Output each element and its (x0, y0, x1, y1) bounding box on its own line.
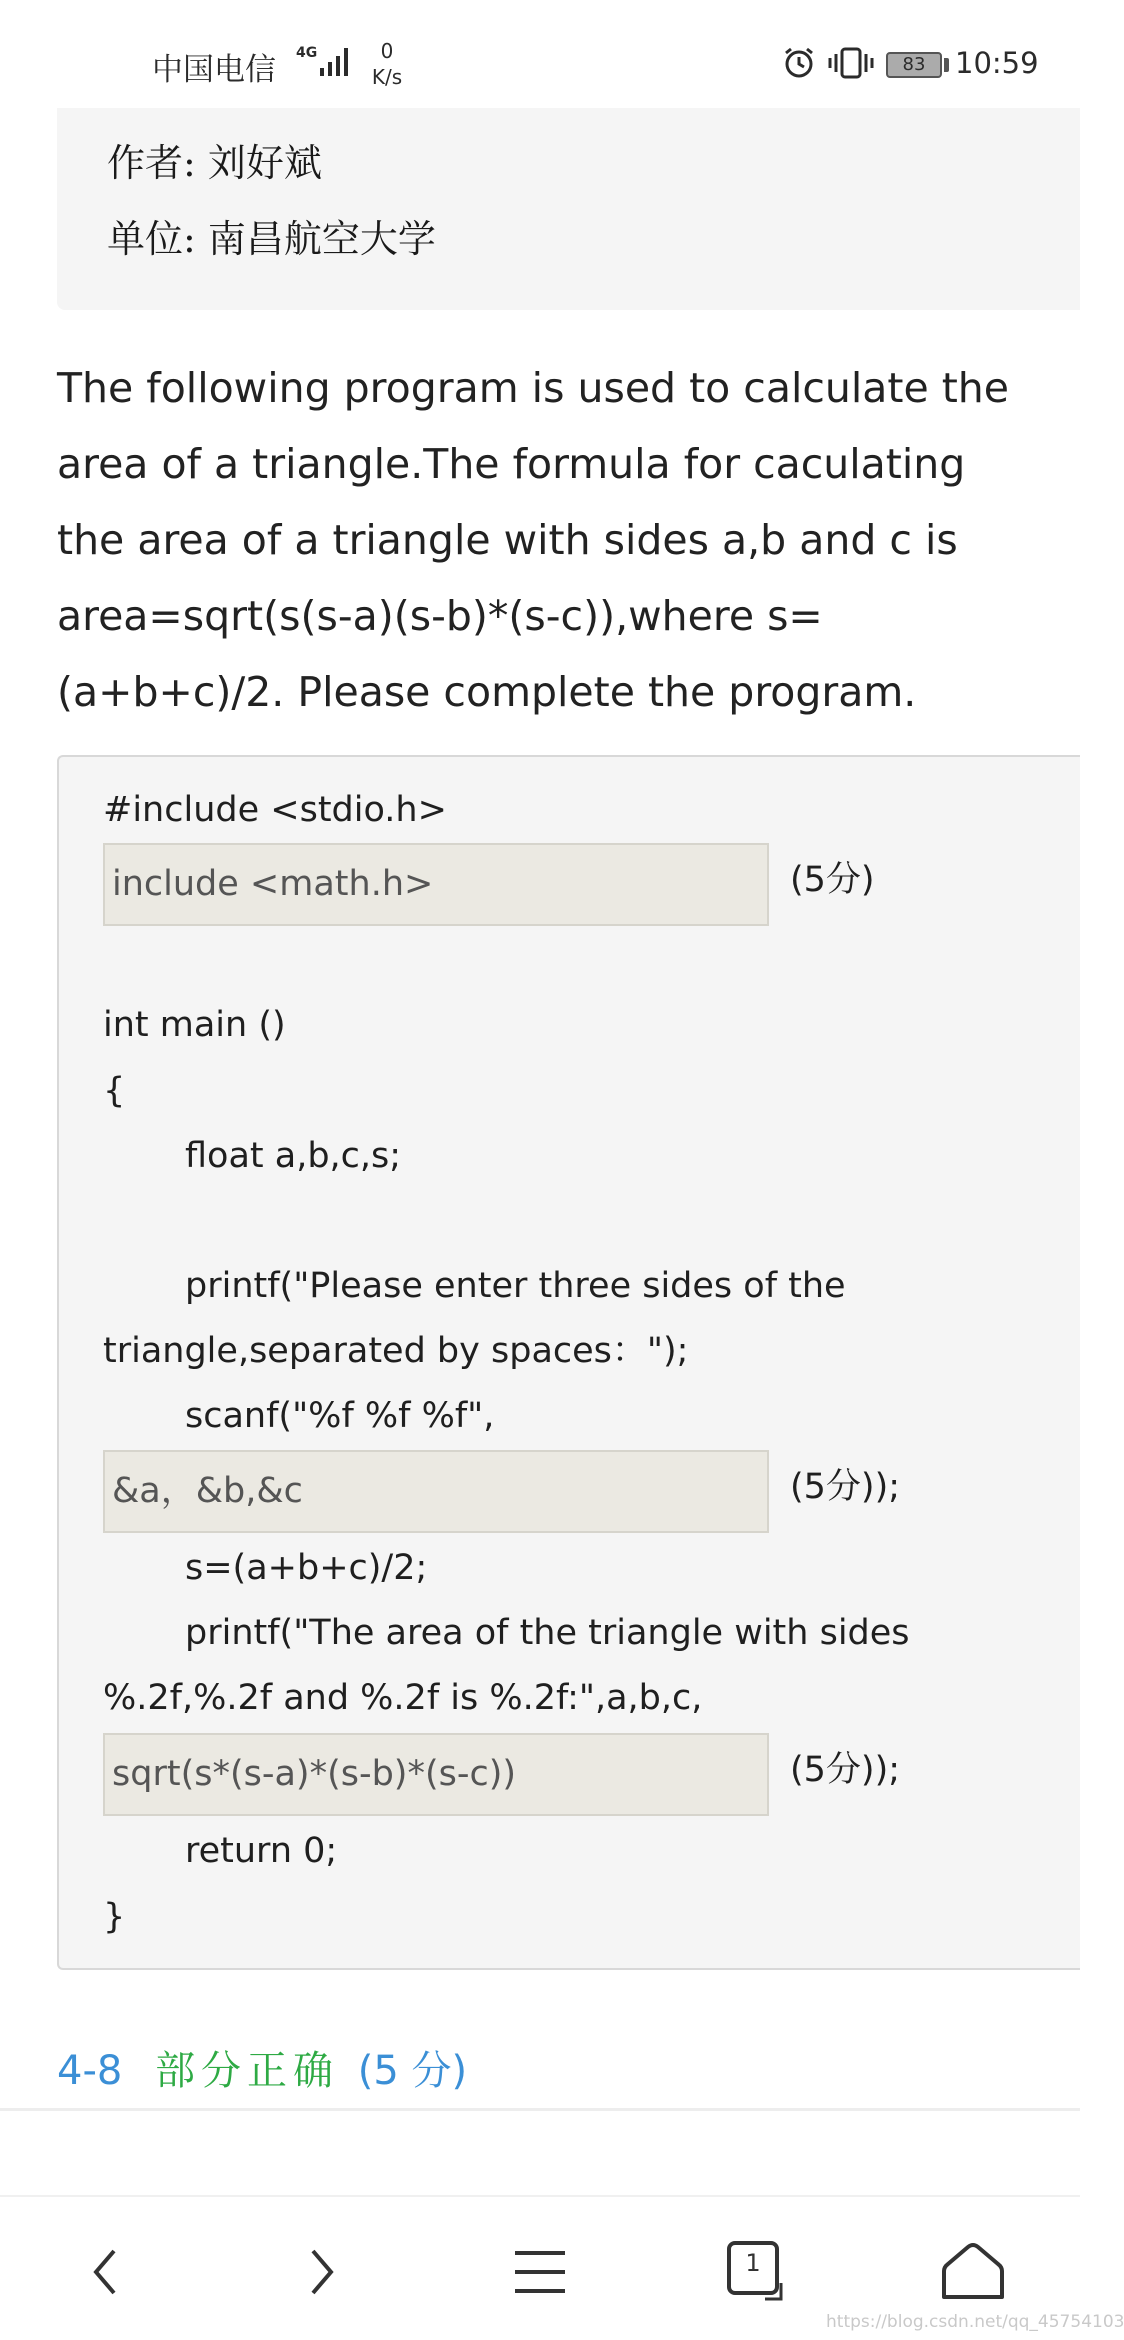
question-line: The following program is used to calculate the (57, 364, 1010, 412)
code-include-stdio: #include <stdio.h> (103, 790, 447, 830)
menu-button[interactable] (505, 2237, 575, 2307)
author-name: 作者: 刘好斌 (107, 141, 322, 185)
carrier-name: 中国电信 (152, 52, 276, 88)
tabs-button[interactable] (725, 2237, 795, 2307)
status-bar (0, 0, 1080, 108)
code-scanf: scanf("%f %f %f", (185, 1396, 495, 1436)
question-line: the area of a triangle with sides a,b and c is (57, 516, 958, 564)
answer-field-3[interactable]: sqrt(s*(s-a)*(s-b)*(s-c)) (103, 1733, 769, 1816)
signal-icon (318, 46, 354, 78)
code-s-assign: s=(a+b+c)/2; (185, 1548, 428, 1588)
battery-tip (944, 58, 949, 72)
score-label-3: (5分)); (790, 1750, 901, 1790)
back-icon (72, 2237, 142, 2307)
section-points: (5 分) (357, 2048, 468, 2094)
answer-field-2[interactable]: &a，&b,&c (103, 1450, 769, 1533)
section-status: 部分正确 (155, 2048, 340, 2094)
question-line: area of a triangle.The formula for caculating (57, 440, 966, 488)
alarm-icon (782, 46, 816, 80)
watermark: https://blog.csdn.net/qq_45754103 (826, 2312, 1124, 2332)
author-unit: 单位: 南昌航空大学 (107, 217, 436, 261)
question-line: area=sqrt(s(s-a)(s-b)*(s-c)),where s= (57, 592, 823, 640)
author-box (57, 108, 1080, 310)
code-printf-prompt: printf("Please enter three sides of the (185, 1266, 846, 1306)
network-speed-value: 0 (380, 39, 394, 63)
code-open-brace: { (103, 1071, 126, 1111)
forward-icon (287, 2237, 357, 2307)
home-icon (938, 2237, 1008, 2307)
code-printf-area: printf("The area of the triangle with sides (185, 1613, 910, 1653)
menu-icon (505, 2237, 575, 2307)
question-text (57, 350, 1057, 730)
code-float-decl: float a,b,c,s; (185, 1136, 402, 1176)
network-type: 4G (296, 45, 318, 61)
code-close-brace: } (103, 1897, 126, 1937)
back-button[interactable] (72, 2237, 142, 2307)
code-printf-prompt-cont: triangle,separated by spaces："); (103, 1331, 689, 1371)
network-speed (362, 38, 412, 90)
section-number: 4-8 (57, 2048, 123, 2094)
code-int-main: int main () (103, 1005, 286, 1045)
network-speed-unit: K/s (371, 65, 403, 89)
clock: 10:59 (955, 46, 1039, 80)
battery-indicator: 83 (886, 52, 942, 78)
answer-field-1[interactable]: include <math.h> (103, 843, 769, 926)
score-label-2: (5分)); (790, 1467, 901, 1507)
tab-count: 1 (745, 2249, 761, 2277)
code-return: return 0; (185, 1831, 338, 1871)
vibrate-icon (828, 46, 874, 80)
section-heading[interactable] (57, 2046, 467, 2096)
score-label-1: (5分) (790, 860, 875, 900)
forward-button[interactable] (287, 2237, 357, 2307)
question-line: (a+b+c)/2. Please complete the program. (57, 668, 917, 716)
section-divider (0, 2108, 1080, 2111)
code-printf-area-cont: %.2f,%.2f and %.2f is %.2f:",a,b,c, (103, 1678, 703, 1718)
home-button[interactable] (938, 2237, 1008, 2307)
